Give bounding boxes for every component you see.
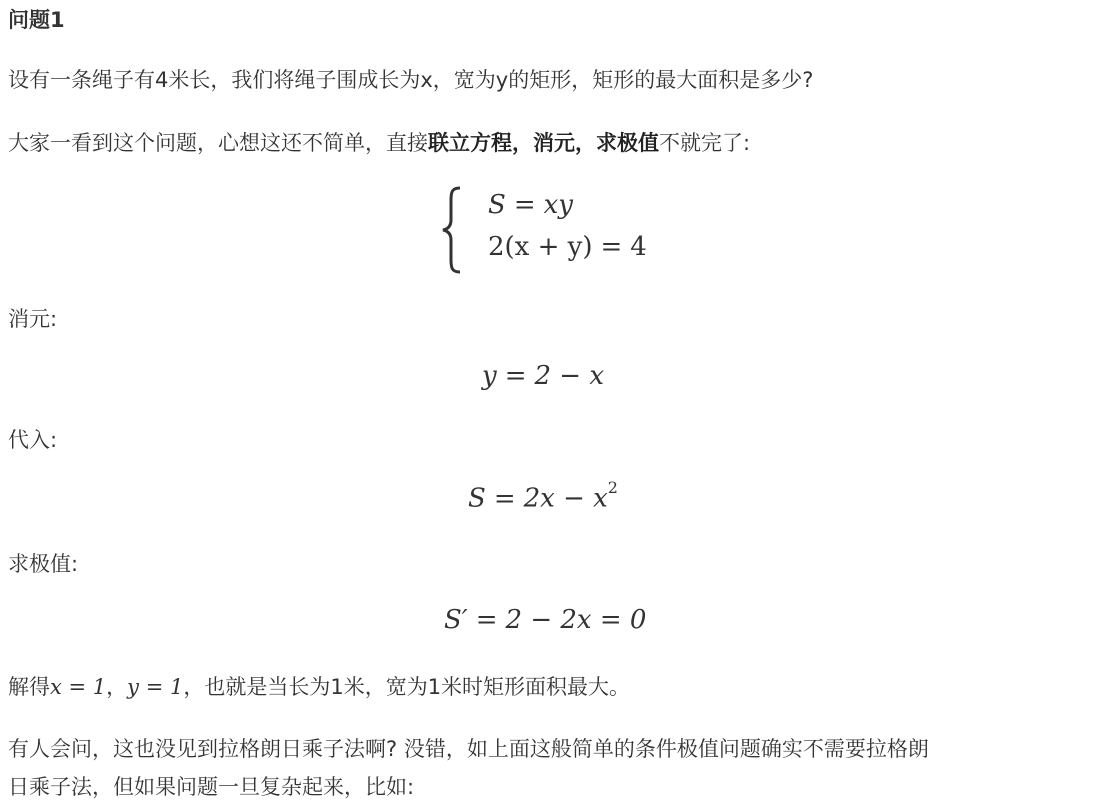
equation-substitute [468,478,618,514]
system-eq2-lhs: 2(x + y) [488,232,593,262]
solution-paragraph [8,668,630,706]
extremum-lhs: S′ [444,605,468,635]
system-eq2-rhs: 4 [630,232,647,262]
problem-statement: 设有一条绳子有4米长，我们将绳子围成长为x，宽为y的矩形，矩形的最大面积是多少? [8,68,814,92]
solution-prefix: 解得 [8,675,50,699]
solution-separator: ， [106,675,128,699]
label-extremum: 求极值: [8,552,79,576]
substitute-exponent: 2 [607,478,618,497]
intro-text-before: 大家一看到这个问题，心想这还不简单，直接 [8,131,428,155]
closing-paragraph-line-1: 有人会问，这也没见到拉格朗日乘子法啊? 没错，如上面这般简单的条件极值问题确实不需要拉格朗 [8,737,929,761]
equation-eliminate [482,361,604,391]
intro-paragraph [8,124,750,162]
eliminate-op: = [504,361,527,391]
system-equation-2 [488,232,647,262]
substitute-op: = [493,483,516,514]
solution-suffix: ，也就是当长为1米，宽为1米时矩形面积最大。 [183,675,631,699]
system-eq2-op: = [600,232,623,262]
closing-paragraph-line-2: 日乘子法，但如果问题一旦复杂起来，比如: [8,775,415,799]
solution-x: x = 1 [50,675,107,699]
intro-text-bold: 联立方程，消元，求极值 [428,131,659,155]
intro-text-after: 不就完了: [659,131,751,155]
label-substitute: 代入: [8,428,58,452]
eliminate-lhs: y [482,361,497,391]
eliminate-rhs: 2 − x [534,361,605,391]
problem-heading: 问题1 [8,8,65,32]
solution-y: y = 1 [127,675,184,699]
extremum-rhs: 2 − 2x = 0 [505,605,647,635]
system-eq1-rhs: xy [543,190,573,220]
system-equation-1 [488,190,573,220]
equation-system [440,184,680,276]
substitute-rhs: 2x − x [523,483,608,514]
system-eq1-op: = [513,190,536,220]
system-eq1-lhs: S [488,190,506,220]
extremum-op: = [475,605,498,635]
left-brace-icon [440,184,464,276]
substitute-lhs: S [468,483,486,514]
label-eliminate: 消元: [8,307,58,331]
equation-extremum [444,605,646,635]
